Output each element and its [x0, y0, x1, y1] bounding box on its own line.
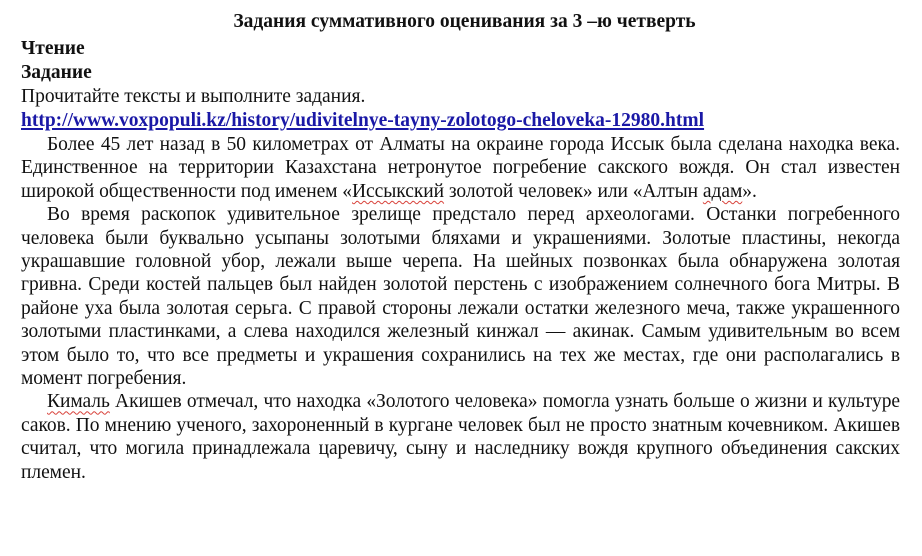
spellcheck-word-kimal: Кималь — [47, 391, 110, 413]
paragraph-1-text-a: Более 45 лет назад в 50 километрах от Алматы на окраине города Иссык была сделана находка века. Единственное на территории Казахстана нетронутое погребение сакского вождя. Он стал известен широкой общественности под именем « — [21, 134, 900, 202]
document-page — [21, 10, 900, 484]
task-heading: Задание — [21, 62, 92, 83]
paragraph-3-text: Акишев отмечал, что находка «Золотого человека» помогла узнать больше о жизни и культуре саков. По мнению ученого, захороненный в кургане человек был не просто знатным кочевником. Акишев считал, что могила принадлежала царевичу, сыну и наследнику вождя крупного объединения сакских племен. — [21, 391, 900, 483]
paragraph-3 — [21, 390, 900, 484]
document-title: Задания суммативного оценивания за 3 –ю четверть — [233, 11, 696, 32]
paragraph-1-text-b: золотой человек» или «Алтын — [444, 180, 703, 202]
paragraph-2: Во время раскопок удивительное зрелище предстало перед археологами. Останки погребенного человека были буквально усыпаны золотыми бляхами и украшениями. Золотые пластины, некогда украшавшие головной убор, лежали выше черепа. На шейных позвонках была обнаружена золотая гривна. Среди костей пальцев был найден золотой перстень с изображением солнечного бога Митры. В районе уха была золотая серьга. С правой стороны лежали остатки железного меча, также украшенного золотыми пластинками, а слева находился железный кинжал — акинак. Самым удивительным во всем этом было то, что все предметы и украшения сохранились на тех же местах, где они располагались в момент погребения. — [21, 204, 900, 390]
source-link[interactable]: http://www.voxpopuli.kz/history/udivitelnye-tayny-zolotogo-cheloveka-12980.html — [21, 110, 705, 131]
section-heading: Чтение — [21, 38, 85, 59]
paragraph-1-text-c: ». — [742, 180, 757, 202]
spellcheck-word-issykskiy: Иссыкский — [352, 180, 445, 202]
paragraph-1 — [21, 133, 900, 203]
spellcheck-word-adam: адам — [702, 180, 743, 202]
instruction-text: Прочитайте тексты и выполните задания. — [21, 86, 366, 107]
